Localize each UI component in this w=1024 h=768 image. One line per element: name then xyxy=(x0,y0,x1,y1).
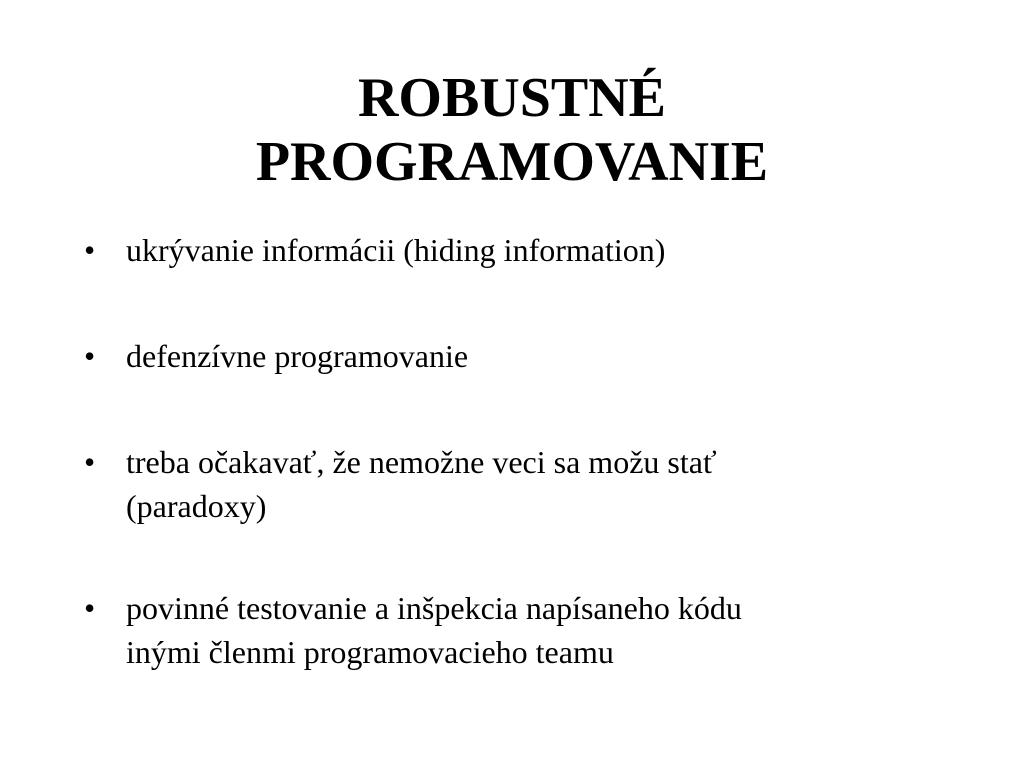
bullet-text-line: ukrývanie informácii (hiding information) xyxy=(126,232,666,268)
bullet-text-line: treba očakavať, že nemožne veci sa možu stať xyxy=(126,444,717,480)
bullet-text-line: (paradoxy) xyxy=(126,488,267,524)
bullet-item-hiding-information xyxy=(84,228,924,272)
bullet-item-code-inspection xyxy=(84,586,924,674)
bullet-text xyxy=(126,228,924,272)
bullet-text-line: inými členmi programovacieho teamu xyxy=(126,634,614,670)
bullet-point-icon: • xyxy=(84,590,96,626)
bullet-item-defensive-programming xyxy=(84,334,924,378)
bullet-text-line: povinné testovanie a inšpekcia napísaneho kódu xyxy=(126,590,742,626)
bullet-text xyxy=(126,586,924,674)
bullet-text-line: defenzívne programovanie xyxy=(126,338,469,374)
title-line-2: PROGRAMOVANIE xyxy=(255,131,769,193)
bullet-text xyxy=(126,440,924,528)
bullet-text xyxy=(126,334,924,378)
bullet-point-icon: • xyxy=(84,444,96,480)
bullet-point-icon: • xyxy=(84,338,96,374)
bullet-item-paradoxes xyxy=(84,440,924,528)
slide-title xyxy=(112,66,912,194)
title-line-1: ROBUSTNÉ xyxy=(357,67,667,129)
bullet-point-icon: • xyxy=(84,232,96,268)
